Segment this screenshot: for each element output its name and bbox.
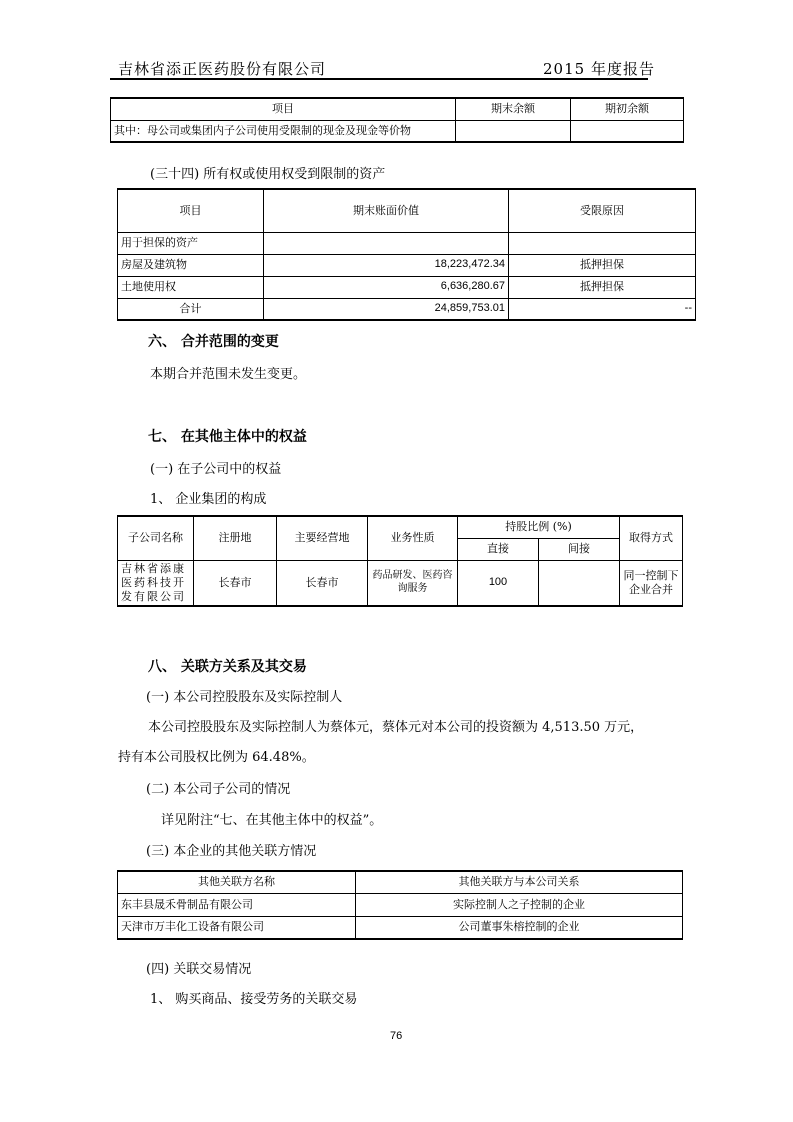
row-reason: -- xyxy=(509,298,696,320)
table-row xyxy=(118,560,683,606)
section-6-text: 本期合并范围未发生变更。 xyxy=(150,367,307,382)
col-end-balance: 期末余额 xyxy=(456,98,571,120)
row-label: 其中：母公司或集团内子公司使用受限制的现金及现金等价物 xyxy=(111,120,456,142)
row-direct: 100 xyxy=(458,560,539,606)
col-item: 项目 xyxy=(118,189,264,232)
row-value: 18,223,472.34 xyxy=(264,254,509,276)
row-party-name: 东丰县晟禾骨制品有限公司 xyxy=(118,893,356,916)
section-8-para1b: 持有本公司股权比例为 64.48%。 xyxy=(118,750,315,765)
col-relationship: 其他关联方与本公司关系 xyxy=(356,871,683,893)
row-indirect xyxy=(539,560,620,606)
header-divider xyxy=(110,78,648,80)
restricted-assets-table xyxy=(117,188,696,321)
col-registered-place: 注册地 xyxy=(194,516,277,560)
section-8-para2: 详见附注“七、在其他主体中的权益”。 xyxy=(161,813,383,828)
row-end-value xyxy=(456,120,571,142)
col-party-name: 其他关联方名称 xyxy=(118,871,356,893)
section-7-sub1: (一) 在子公司中的权益 xyxy=(150,462,282,477)
row-name: 吉林省添康医药科技开发有限公司 xyxy=(118,560,194,606)
section-7-title: 七、 在其他主体中的权益 xyxy=(148,429,307,445)
section-7-sub1-1: 1、 企业集团的构成 xyxy=(150,492,267,507)
section-8-para1a: 本公司控股股东及实际控制人为蔡体元，蔡体元对本公司的投资额为 4,513.50 万元， xyxy=(148,720,644,735)
col-subsidiary-name: 子公司名称 xyxy=(118,516,194,560)
row-method: 同一控制下企业合并 xyxy=(620,560,683,606)
section-34-title: (三十四) 所有权或使用权受到限制的资产 xyxy=(150,167,386,182)
table-row xyxy=(118,254,696,276)
row-relationship: 实际控制人之子控制的企业 xyxy=(356,893,683,916)
col-shareholding: 持股比例 (%) xyxy=(458,516,620,538)
table-row xyxy=(118,916,683,939)
row-item: 用于担保的资产 xyxy=(118,232,264,254)
table-row xyxy=(118,232,696,254)
row-value xyxy=(264,232,509,254)
section-8-sub1: (一) 本公司控股股东及实际控制人 xyxy=(146,690,343,705)
section-8-sub4: (四) 关联交易情况 xyxy=(146,962,252,977)
row-reason: 抵押担保 xyxy=(509,254,696,276)
col-item: 项目 xyxy=(111,98,456,120)
page-number: 76 xyxy=(390,1030,403,1042)
row-value: 24,859,753.01 xyxy=(264,298,509,320)
row-party-name: 天津市万丰化工设备有限公司 xyxy=(118,916,356,939)
col-begin-balance: 期初余额 xyxy=(571,98,684,120)
section-8-sub2: (二) 本公司子公司的情况 xyxy=(146,782,291,797)
row-reg: 长春市 xyxy=(194,560,277,606)
row-reason xyxy=(509,232,696,254)
row-value: 6,636,280.67 xyxy=(264,276,509,298)
header-company: 吉林省添正医药股份有限公司 xyxy=(118,60,327,78)
row-main: 长春市 xyxy=(277,560,368,606)
section-8-sub4-1: 1、 购买商品、接受劳务的关联交易 xyxy=(150,992,358,1007)
table-row-total xyxy=(118,298,696,320)
col-book-value: 期末账面价值 xyxy=(264,189,509,232)
section-8-sub3: (三) 本企业的其他关联方情况 xyxy=(146,844,317,859)
table-row xyxy=(118,893,683,916)
row-item: 房屋及建筑物 xyxy=(118,254,264,276)
row-nature: 药品研发、医药咨询服务 xyxy=(368,560,458,606)
table-row xyxy=(118,276,696,298)
col-main-place: 主要经营地 xyxy=(277,516,368,560)
col-direct: 直接 xyxy=(458,538,539,560)
section-6-title: 六、 合并范围的变更 xyxy=(148,334,279,350)
row-item: 土地使用权 xyxy=(118,276,264,298)
row-begin-value xyxy=(571,120,684,142)
row-item: 合计 xyxy=(118,298,264,320)
col-acquisition-method: 取得方式 xyxy=(620,516,683,560)
col-restriction-reason: 受限原因 xyxy=(509,189,696,232)
col-indirect: 间接 xyxy=(539,538,620,560)
header-report: 2015 年度报告 xyxy=(543,60,655,78)
restricted-cash-table xyxy=(110,97,684,143)
col-business-nature: 业务性质 xyxy=(368,516,458,560)
section-8-title: 八、 关联方关系及其交易 xyxy=(148,659,307,675)
related-parties-table xyxy=(117,870,683,940)
row-relationship: 公司董事朱榕控制的企业 xyxy=(356,916,683,939)
row-reason: 抵押担保 xyxy=(509,276,696,298)
subsidiary-table xyxy=(117,515,683,607)
